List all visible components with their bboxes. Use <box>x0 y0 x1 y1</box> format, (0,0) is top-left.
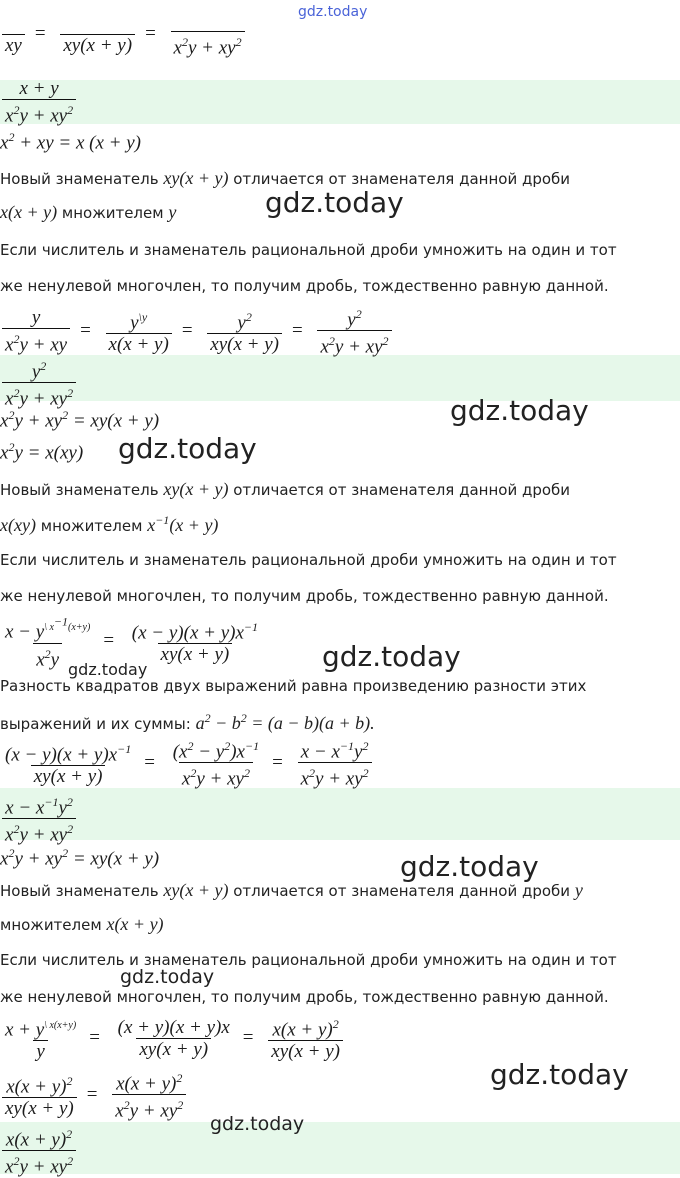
explanation-text: множителем x(x + y) <box>0 914 164 934</box>
watermark: gdz.today <box>118 432 257 465</box>
math-answer: $\frac{x(x + y)^2}{x^2y + xy^2}$ <box>0 1124 78 1178</box>
math-answer: $\frac{x + y}{x^2y + xy^2}$ <box>0 78 78 126</box>
math-equation: $x^2y + xy^2 = xy(x + y)$ <box>0 846 160 870</box>
explanation-text: Новый знаменатель xy(x + y) отличается от знаменателя данной дроби <box>0 168 571 188</box>
math-equation: $x^2y + xy^2 = xy(x + y)$ <box>0 408 160 432</box>
math-equation: xy = xy(x + y) = $x^2y + xy^2$ <box>0 10 247 58</box>
math-equation: $\frac{(x - y)(x + y)x^{-1}}{xy(x + y)}$ = $\frac{(x^2 - y^2)x^{-1}}{x^2y + xy^2}$ = $\frac{x - x^{-1}y^2}{x^2y + xy^2}$ <box>0 736 374 790</box>
watermark: gdz.today <box>322 640 461 673</box>
math-answer: $\frac{x - x^{-1}y^2}{x^2y + xy^2}$ <box>0 792 78 846</box>
watermark: gdz.today <box>265 186 404 219</box>
math-answer: $\frac{y^2}{x^2y + xy^2}$ <box>0 356 78 410</box>
answer-band <box>0 1122 680 1174</box>
rule-text: же ненулевой многочлен, то получим дробь, тождественно равную данной. <box>0 587 609 605</box>
math-equation: $\frac{x + y^{\backslash x(x+y)}}{y}$ = $\frac{(x + y)(x + y)x}{xy(x + y)}$ = $\frac{x(x + y)^2}{xy(x + y)}$ <box>0 1014 345 1062</box>
math-equation: $\frac{x(x + y)^2}{xy(x + y)}$ = $\frac{x(x + y)^2}{x^2y + xy^2}$ <box>0 1068 188 1122</box>
math-equation: $\frac{y}{x^2y + xy}$ = $\frac{y^{\backslash y}}{x(x + y)}$ = $\frac{y^2}{xy(x + y)}$ = $\frac{y^2}{x^2y + xy^2}$ <box>0 304 394 358</box>
explanation-text: x(xy) множителем $x^{-1}(x + y)$ <box>0 513 219 535</box>
rule-text: Разность квадратов двух выражений равна произведению разности этих <box>0 677 587 695</box>
math-equation: $x^2$ + xy = x (x + y) <box>0 130 141 154</box>
watermark: gdz.today <box>298 4 368 20</box>
answer-band <box>0 788 680 840</box>
rule-text: Если числитель и знаменатель рациональной дроби умножить на один и тот <box>0 241 617 259</box>
math-equation: $\frac{x - y^{\backslash x^{-1}(x+y)}}{x^2y}$ = $\frac{(x - y)(x + y)x^{-1}}{xy(x + y)}$ <box>5 615 259 670</box>
explanation-text: Новый знаменатель xy(x + y) отличается от знаменателя данной дроби <box>0 479 571 499</box>
watermark: gdz.today <box>490 1058 629 1091</box>
watermark: gdz.today <box>400 850 539 883</box>
watermark: gdz.today <box>120 966 215 988</box>
watermark: gdz.today <box>210 1113 305 1135</box>
watermark: gdz.today <box>450 394 589 427</box>
watermark: gdz.today <box>68 660 148 679</box>
explanation-text: Новый знаменатель xy(x + y) отличается от знаменателя данной дроби y <box>0 880 583 900</box>
math-equation: $x^2y = x(xy)$ <box>0 440 84 464</box>
answer-band <box>0 80 680 124</box>
rule-text: выражений и их суммы: $a^2 - b^2 = (a - b)(a + b)$. <box>0 711 375 733</box>
explanation-text: x(x + y) множителем y <box>0 202 177 222</box>
rule-text: же ненулевой многочлен, то получим дробь, тождественно равную данной. <box>0 988 609 1006</box>
rule-text: Если числитель и знаменатель рациональной дроби умножить на один и тот <box>0 551 617 569</box>
rule-text: Если числитель и знаменатель рациональной дроби умножить на один и тот <box>0 951 617 969</box>
rule-text: же ненулевой многочлен, то получим дробь, тождественно равную данной. <box>0 277 609 295</box>
